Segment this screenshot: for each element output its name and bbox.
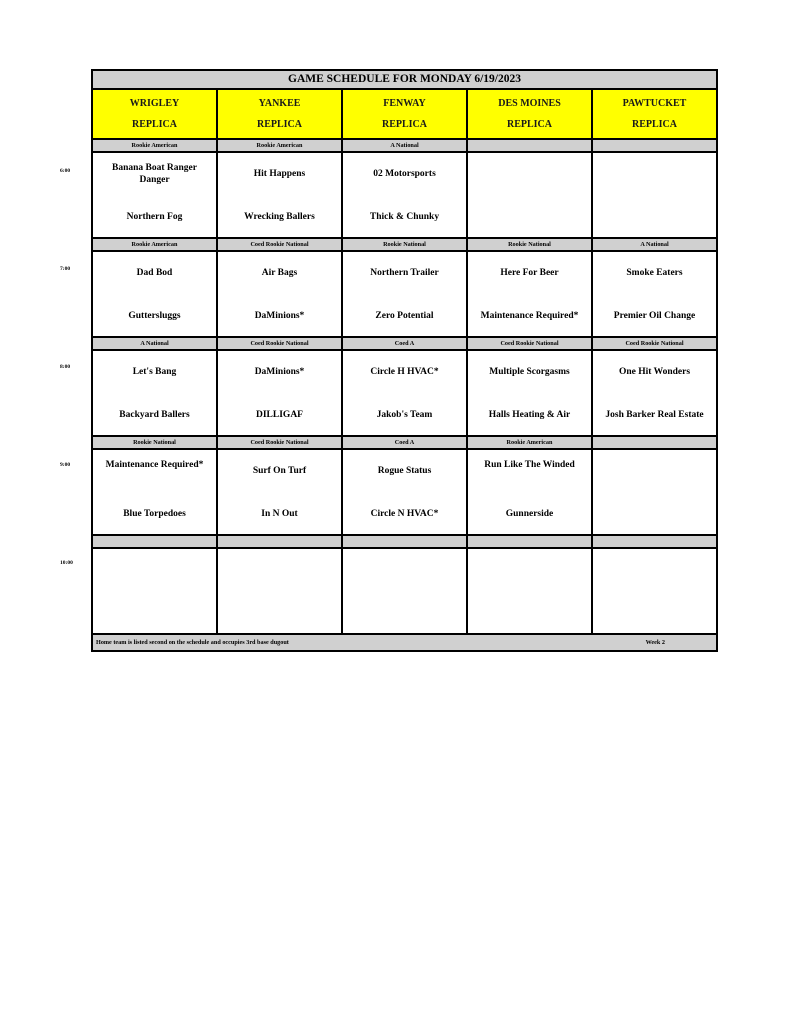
home-team: In N Out: [261, 509, 298, 519]
home-team: Maintenance Required*: [480, 311, 579, 321]
division-label: Coed Rookie National: [218, 338, 343, 349]
game-cell: [218, 153, 343, 237]
home-team: DaMinions*: [254, 311, 305, 321]
division-label: Rookie American: [468, 437, 593, 448]
home-team: Gunnerside: [505, 509, 554, 519]
home-team: Zero Potential: [375, 311, 434, 321]
field-name: YANKEE: [258, 98, 301, 109]
home-team: Guttersluggs: [128, 311, 181, 321]
away-team: Northern Trailer: [370, 268, 439, 278]
game-cell: [468, 549, 593, 633]
division-label: Coed Rookie National: [218, 239, 343, 250]
division-row: [93, 338, 716, 351]
home-team: Circle N HVAC*: [370, 509, 439, 519]
game-cell: [468, 252, 593, 336]
field-sub: REPLICA: [256, 119, 302, 130]
away-team: Circle H HVAC*: [370, 367, 439, 377]
game-cell: [593, 351, 716, 435]
game-cell: [593, 252, 716, 336]
division-label: [593, 437, 716, 448]
away-team: Here For Beer: [500, 268, 559, 278]
division-label: [468, 140, 593, 151]
home-team: Wrecking Ballers: [244, 212, 315, 222]
division-label: [593, 536, 716, 547]
week-label: Week 2: [645, 639, 665, 646]
game-cell: [93, 153, 218, 237]
division-label: Coed Rookie National: [468, 338, 593, 349]
division-label: A National: [343, 140, 468, 151]
game-cell: [218, 252, 343, 336]
away-team: One Hit Wonders: [618, 367, 691, 377]
division-label: [93, 536, 218, 547]
division-label: Rookie American: [218, 140, 343, 151]
field-header-1: [218, 90, 343, 138]
field-sub: REPLICA: [381, 119, 427, 130]
away-team: Run Like The Winded: [484, 460, 575, 470]
division-row: [93, 437, 716, 450]
game-row: [93, 450, 716, 536]
field-sub: REPLICA: [631, 119, 677, 130]
schedule-footer: [93, 635, 716, 650]
game-cell: [343, 153, 468, 237]
field-name: PAWTUCKET: [622, 98, 687, 109]
home-team: Backyard Ballers: [119, 410, 190, 420]
game-cell: [343, 252, 468, 336]
home-team: Blue Torpedoes: [123, 509, 186, 519]
game-cell: [93, 549, 218, 633]
division-label: Rookie American: [93, 239, 218, 250]
game-cell: [593, 549, 716, 633]
division-label: [218, 536, 343, 547]
division-label: Coed Rookie National: [218, 437, 343, 448]
game-cell: [93, 351, 218, 435]
home-team: Halls Heating & Air: [488, 410, 571, 420]
schedule-sheet: [91, 69, 718, 652]
division-row: [93, 536, 716, 549]
game-row: [93, 351, 716, 437]
division-label: Coed A: [343, 437, 468, 448]
time-label: 10:00: [60, 560, 73, 566]
game-cell: [343, 549, 468, 633]
field-header-row: [93, 90, 716, 140]
division-row: [93, 239, 716, 252]
division-label: Rookie National: [343, 239, 468, 250]
schedule-title: GAME SCHEDULE FOR MONDAY 6/19/2023: [93, 71, 716, 90]
away-team: Rogue Status: [377, 466, 432, 476]
away-team: Multiple Scorgasms: [489, 367, 570, 377]
field-sub: REPLICA: [131, 119, 177, 130]
schedule-body: [93, 140, 716, 635]
game-cell: [468, 450, 593, 534]
game-cell: [343, 450, 468, 534]
division-label: [468, 536, 593, 547]
game-cell: [218, 549, 343, 633]
division-label: Coed A: [343, 338, 468, 349]
field-name: DES MOINES: [498, 98, 561, 109]
division-label: Rookie National: [468, 239, 593, 250]
game-row: [93, 252, 716, 338]
time-label: 6:00: [60, 168, 71, 174]
away-team: Banana Boat Ranger Danger: [112, 163, 197, 185]
game-row: [93, 153, 716, 239]
game-cell: [468, 351, 593, 435]
home-team: Premier Oil Change: [613, 311, 696, 321]
away-team: Hit Happens: [253, 169, 306, 179]
home-team: Josh Barker Real Estate: [605, 410, 704, 420]
time-label: 8:00: [60, 364, 71, 370]
away-team: Dad Bod: [136, 268, 173, 278]
game-cell: [593, 450, 716, 534]
away-team: Maintenance Required*: [105, 460, 204, 470]
away-team: Surf On Turf: [252, 466, 307, 476]
game-cell: [343, 351, 468, 435]
away-team: Smoke Eaters: [626, 268, 683, 278]
division-label: A National: [93, 338, 218, 349]
division-label: [343, 536, 468, 547]
game-cell: [218, 450, 343, 534]
field-name: WRIGLEY: [129, 98, 180, 109]
field-header-4: [593, 90, 716, 138]
division-label: Rookie American: [93, 140, 218, 151]
field-name: FENWAY: [383, 98, 426, 109]
home-team: Thick & Chunky: [369, 212, 440, 222]
game-cell: [218, 351, 343, 435]
away-team: Air Bags: [261, 268, 298, 278]
field-header-0: [93, 90, 218, 138]
home-team: Jakob's Team: [376, 410, 433, 420]
home-team: Northern Fog: [126, 212, 183, 222]
game-cell: [593, 153, 716, 237]
game-row: [93, 549, 716, 635]
field-header-2: [343, 90, 468, 138]
game-cell: [93, 450, 218, 534]
field-sub: REPLICA: [506, 119, 552, 130]
away-team: DaMinions*: [254, 367, 305, 377]
division-label: [593, 140, 716, 151]
game-cell: [93, 252, 218, 336]
division-label: Rookie National: [93, 437, 218, 448]
time-label: 7:00: [60, 266, 71, 272]
away-team: 02 Motorsports: [373, 169, 436, 179]
away-team: Let's Bang: [132, 367, 177, 377]
division-label: A National: [640, 241, 669, 248]
home-team: DILLIGAF: [256, 410, 303, 420]
field-header-3: [468, 90, 593, 138]
division-row: [93, 140, 716, 153]
footer-note: Home team is listed second on the schedule and occupies 3rd base dugout: [96, 639, 289, 646]
division-label: Coed Rookie National: [625, 340, 684, 347]
time-label: 9:00: [60, 462, 71, 468]
game-cell: [468, 153, 593, 237]
